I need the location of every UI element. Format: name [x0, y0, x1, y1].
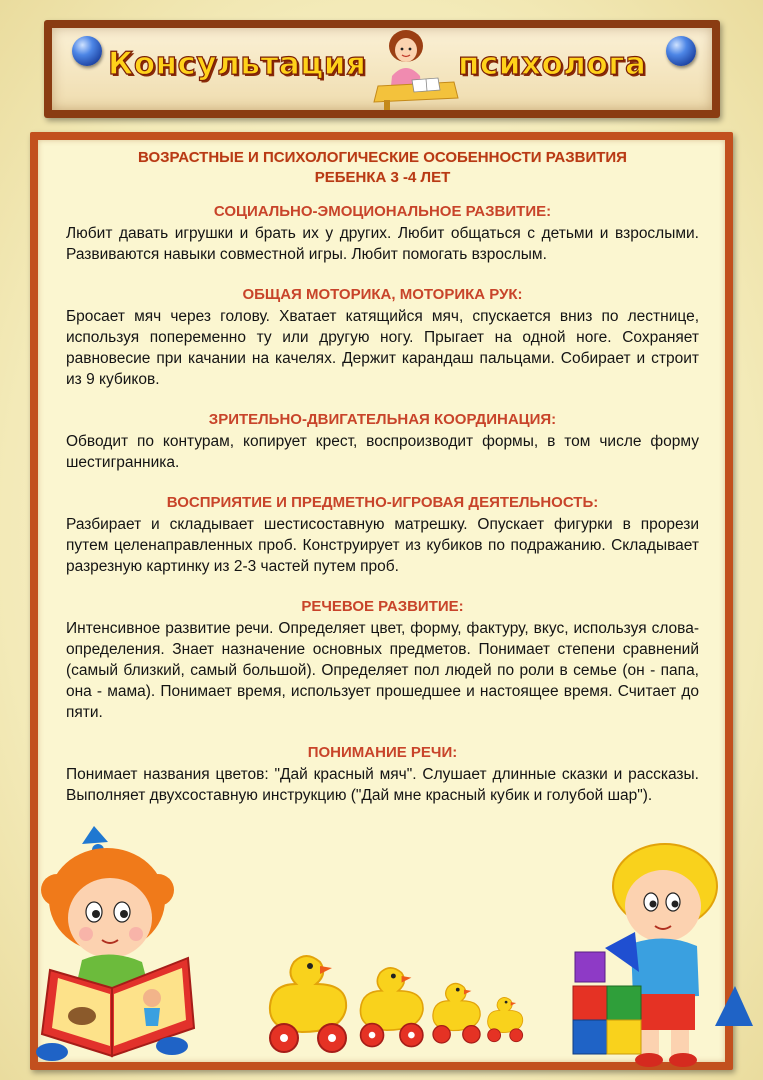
- section-heading-understanding: ПОНИМАНИЕ РЕЧИ:: [307, 744, 458, 761]
- section-heading-perception: ВОСПРИЯТИЕ И ПРЕДМЕТНО-ИГРОВАЯ ДЕЯТЕЛЬНОСТЬ:: [166, 494, 599, 511]
- article: [66, 148, 699, 827]
- psychologist-illustration: [354, 24, 464, 110]
- section-text-speech: Интенсивное развитие речи. Определяет цвет, форму, фактуру, вкус, используя слова-определения. Знает назначение основных предметов. Понимает степени сравнений (самый близкий, самый большой). Определяет пол людей по роли в семье (он - папа, она - мама). Понимает время, использует прошедшее и настоящее время. Считает до пяти.: [66, 620, 699, 721]
- header-banner: [44, 20, 720, 118]
- page-title-line2: РЕБЕНКА 3 -4 ЛЕТ: [314, 169, 451, 186]
- section-text-visual-motor: Обводит по контурам, копирует крест, воспроизводит формы, в том числе форму шестигранника.: [66, 433, 699, 471]
- banner-title-left: Консультация: [108, 46, 367, 82]
- banner-title-right: психолога: [458, 46, 647, 82]
- boy-with-blocks-illustration: [565, 836, 755, 1070]
- section-text-social: Любит давать игрушки и брать их у других. Любит общаться с детьми и взрослыми. Развиваются навыки совместной игры. Любит помогать взрослым.: [66, 225, 699, 263]
- pushpin-left-icon: [72, 36, 102, 66]
- section-heading-social: СОЦИАЛЬНО-ЭМОЦИОНАЛЬНОЕ РАЗВИТИЕ:: [213, 203, 552, 220]
- girl-reading-illustration: [12, 820, 212, 1070]
- section-heading-visual-motor: ЗРИТЕЛЬНО-ДВИГАТЕЛЬНАЯ КООРДИНАЦИЯ:: [208, 411, 557, 428]
- section-text-understanding: Понимает названия цветов: "Дай красный мяч". Слушает длинные сказки и рассказы. Выполняет двухсоставную инструкцию ("Дай мне красный кубик и голубой шар").: [66, 766, 699, 804]
- page-title: [66, 148, 699, 188]
- duck-toys-illustration: [262, 944, 537, 1064]
- page-title-line1: ВОЗРАСТНЫЕ И ПСИХОЛОГИЧЕСКИЕ ОСОБЕННОСТИ РАЗВИТИЯ: [138, 149, 627, 166]
- section-heading-motor: ОБЩАЯ МОТОРИКА, МОТОРИКА РУК:: [242, 286, 523, 303]
- section-text-perception: Разбирает и складывает шестисоставную матрешку. Опускает фигурки в прорези путем целенаправленных проб. Конструирует из кубиков по подражанию. Складывает разрезную картинку из 2-3 частей путем проб.: [66, 516, 699, 575]
- section-text-motor: Бросает мяч через голову. Хватает катящийся мяч, спускается вниз по лестнице, используя попеременно ту или другую ногу. Прыгает на одной ноге. Сохраняет равновесие при качании на качелях. Держит карандаш пальцами. Собирает и строит из 9 кубиков.: [66, 308, 699, 388]
- pushpin-right-icon: [666, 36, 696, 66]
- section-heading-speech: РЕЧЕВОЕ РАЗВИТИЕ:: [301, 598, 464, 615]
